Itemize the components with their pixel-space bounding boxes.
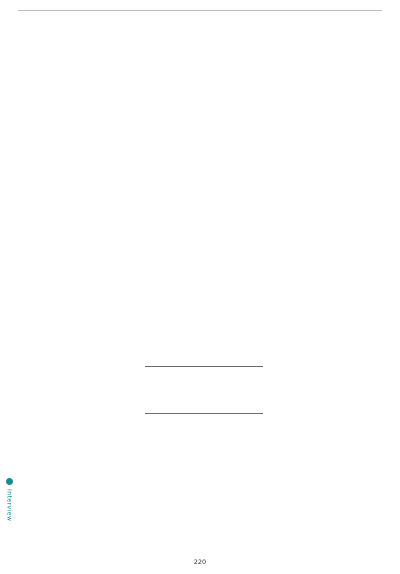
- paragraph: [268, 104, 386, 190]
- paragraph: [268, 18, 386, 104]
- column-left: [22, 18, 140, 544]
- subheading-box: [145, 366, 263, 414]
- section-side-tab: [3, 478, 15, 540]
- paragraph: [22, 276, 140, 362]
- paragraph: [22, 362, 140, 448]
- paragraph: [145, 192, 263, 250]
- paragraph: [268, 448, 386, 534]
- paragraph: [268, 276, 386, 362]
- paragraph: [22, 190, 140, 276]
- tab-dot-icon: [6, 478, 13, 485]
- paragraph: [145, 18, 263, 76]
- paragraph: [145, 134, 263, 192]
- paragraph: [22, 18, 140, 104]
- paragraph: [145, 250, 263, 308]
- running-head-rule: [18, 10, 382, 11]
- page-number: 220: [193, 558, 207, 566]
- paragraph: [145, 76, 263, 134]
- paragraph: [22, 448, 140, 534]
- paragraph: [22, 104, 140, 190]
- paragraph: [145, 308, 263, 366]
- paragraph: [268, 190, 386, 276]
- column-right: [268, 18, 386, 544]
- paragraph: [268, 362, 386, 448]
- section-label: Interview: [5, 489, 13, 522]
- column-middle: [145, 18, 263, 544]
